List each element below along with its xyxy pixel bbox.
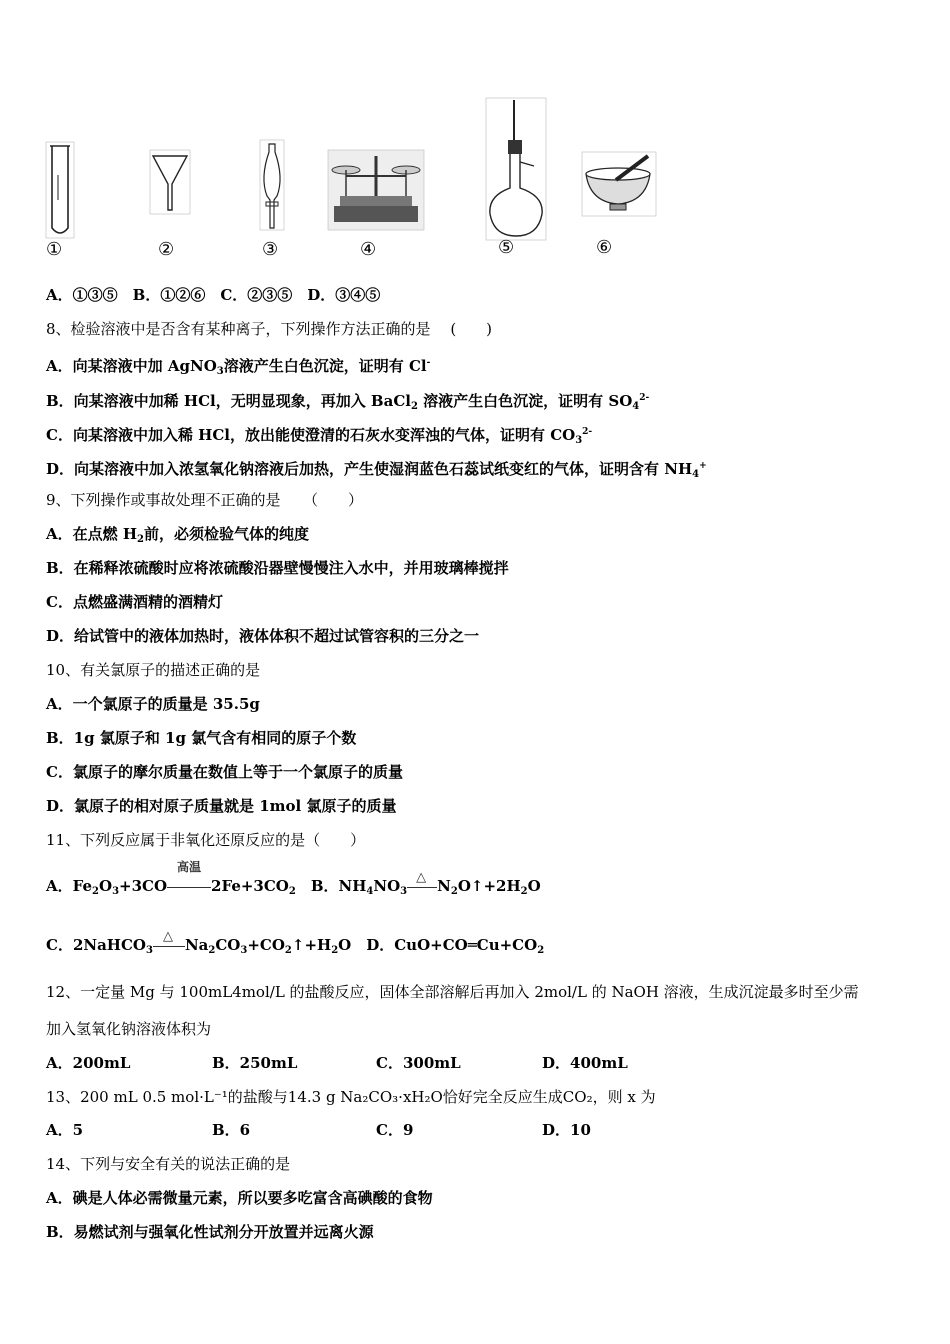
q12-stem-line2: 加入氢氧化钠溶液体积为 (46, 1020, 212, 1038)
apparatus-label-6: ⑥ (596, 237, 613, 258)
heat-condition: △ (407, 877, 437, 897)
q10-option-d: D．氯原子的相对原子质量就是 1mol 氯原子的质量 (46, 797, 397, 815)
q14-option-b: B．易燃试剂与强氧化性试剂分开放置并远离火源 (46, 1223, 374, 1241)
q12-option-c: C．300mL (376, 1054, 461, 1072)
q8-stem: 8、检验溶液中是否含有某种离子，下列操作方法正确的是 ( ) (46, 320, 493, 338)
heat-condition: △ (153, 936, 185, 956)
balance-icon (326, 148, 426, 232)
q11-options-ab: A．$Fe_2O_3+3CO$ 高温 $2Fe+3CO_2$ B．$NH_4NO_3$ △ $N_2O↑+2H_2O$ (46, 860, 541, 897)
q14-stem: 14、下列与安全有关的说法正确的是 (46, 1155, 291, 1173)
q9-option-d: D．给试管中的液体加热时，液体体积不超过试管容积的三分之一 (46, 627, 480, 645)
q10-option-c: C．氯原子的摩尔质量在数值上等于一个氯原子的质量 (46, 763, 403, 781)
flask-icon (484, 96, 548, 242)
q13-stem: 13、200 mL 0.5 mol·L⁻¹的盐酸与14.3 g Na₂CO₃·xH₂O恰好完全反应生成CO₂，则 x 为 (46, 1088, 656, 1106)
q9-option-c: C．点燃盛满酒精的酒精灯 (46, 593, 223, 611)
q11-stem: 11、下列反应属于非氧化还原反应的是（ ） (46, 831, 366, 849)
apparatus-label-2: ② (158, 239, 175, 260)
q12-option-d: D．400mL (542, 1054, 628, 1072)
q10-stem: 10、有关氯原子的描述正确的是 (46, 661, 261, 679)
mortar-icon (580, 150, 658, 218)
q12-stem-line1: 12、一定量 Mg 与 100mL4mol/L 的盐酸反应，固体全部溶解后再加入 2mol/L 的 NaOH 溶液，生成沉淀最多时至少需 (46, 983, 859, 1001)
q13-option-d: D．10 (542, 1121, 591, 1139)
q11-options-cd: C．2NaHCO$_3$ △ $Na_2CO_3+CO_2↑+H_2O$ D．$CuO+CO═Cu+CO_2$ (46, 929, 545, 956)
apparatus-label-4: ④ (360, 239, 377, 260)
q8-option-d: D．向某溶液中加入浓氢氧化钠溶液后加热，产生使湿润蓝色石蕊试纸变红的气体，证明含有 $NH_4^+$ (46, 460, 707, 480)
apparatus-label-3: ③ (262, 239, 279, 260)
q10-option-b: B．1g 氯原子和 1g 氯气含有相同的原子个数 (46, 729, 357, 747)
q10-option-a: A．一个氯原子的质量是 35.5g (46, 695, 260, 713)
q8-option-b: B．向某溶液中加稀 HCl，无明显现象，再加入 BaCl$_2$ 溶液产生白色沉淀，证明有 $SO_4^{2-}$ (46, 392, 650, 412)
q7-options: A．①③⑤ B．①②⑥ C．②③⑤ D．③④⑤ (46, 286, 381, 304)
q13-option-a: A．5 (46, 1121, 84, 1139)
q14-option-a: A．碘是人体必需微量元素，所以要多吃富含高碘酸的食物 (46, 1189, 433, 1207)
q13-option-c: C．9 (376, 1121, 414, 1139)
funnel-icon (148, 148, 192, 216)
apparatus-label-5: ⑤ (498, 237, 515, 258)
q9-stem: 9、下列操作或事故处理不正确的是 （ ） (46, 491, 364, 509)
apparatus-label-1: ① (46, 239, 63, 260)
separatory-funnel-icon (258, 138, 286, 232)
test-tube-icon (44, 140, 76, 240)
q9-option-b: B．在稀释浓硫酸时应将浓硫酸沿器壁慢慢注入水中，并用玻璃棒搅拌 (46, 559, 509, 577)
high-temp-condition: 高温 (167, 877, 211, 897)
q9-option-a: A．在点燃 $H_2$前，必须检验气体的纯度 (46, 525, 310, 545)
q12-option-a: A．200mL (46, 1054, 131, 1072)
q13-option-b: B．6 (212, 1121, 251, 1139)
q8-option-c: C．向某溶液中加入稀 HCl，放出能使澄清的石灰水变浑浊的气体，证明有 $CO_3^{2-}$ (46, 426, 593, 446)
q12-option-b: B．250mL (212, 1054, 298, 1072)
q8-option-a: A．向某溶液中加 AgNO$_3$溶液产生白色沉淀，证明有 Cl- (46, 357, 431, 377)
